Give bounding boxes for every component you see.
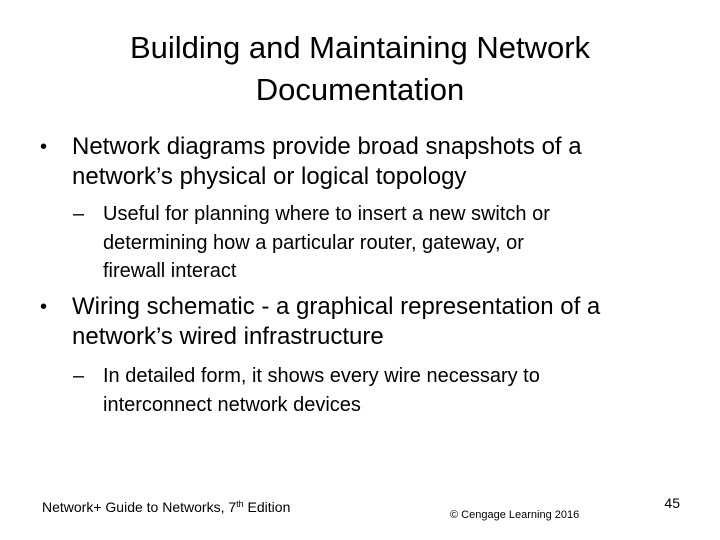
slide-title-line-1: Building and Maintaining Network xyxy=(129,30,591,65)
footer-book-prefix: Network+ Guide to Networks, 7 xyxy=(42,499,237,515)
sub-bullet-text-line-1: In detailed form, it shows every wire necessary to xyxy=(103,365,540,387)
sub-bullet-marker: – xyxy=(73,203,85,225)
page-number: 45 xyxy=(664,495,680,511)
bullet-text-line-1: Network diagrams provide broad snapshots of a xyxy=(72,133,582,160)
footer-copyright: © Cengage Learning 2016 xyxy=(450,509,580,521)
sub-bullet-text-line-2: determining how a particular router, gateway, or xyxy=(103,231,524,254)
bullet-text-line-2: network’s physical or logical topology xyxy=(72,163,467,190)
bullet-text-line-1: Wiring schematic - a graphical representation of a xyxy=(72,293,601,320)
sub-bullet-text-line-3: firewall interact xyxy=(103,260,237,282)
bullet-marker: • xyxy=(40,136,48,158)
footer-book-suffix: Edition xyxy=(243,499,291,515)
bullet-marker: • xyxy=(40,296,48,318)
bullet-text-line-2: network’s wired infrastructure xyxy=(72,323,384,350)
sub-bullet-text xyxy=(103,362,683,419)
bullet-text xyxy=(72,132,682,192)
slide-title-line-2: Documentation xyxy=(255,72,465,107)
slide-title xyxy=(40,27,680,111)
bullet-text xyxy=(72,292,682,352)
sub-bullet-text-line-1: Useful for planning where to insert a new switch or xyxy=(103,203,550,225)
sub-bullet-text xyxy=(103,200,683,286)
footer-book-title xyxy=(42,495,290,516)
footer-book-ordinal: th xyxy=(236,499,244,509)
sub-bullet-marker: – xyxy=(73,365,85,387)
sub-bullet-text-line-2: interconnect network devices xyxy=(103,393,361,416)
